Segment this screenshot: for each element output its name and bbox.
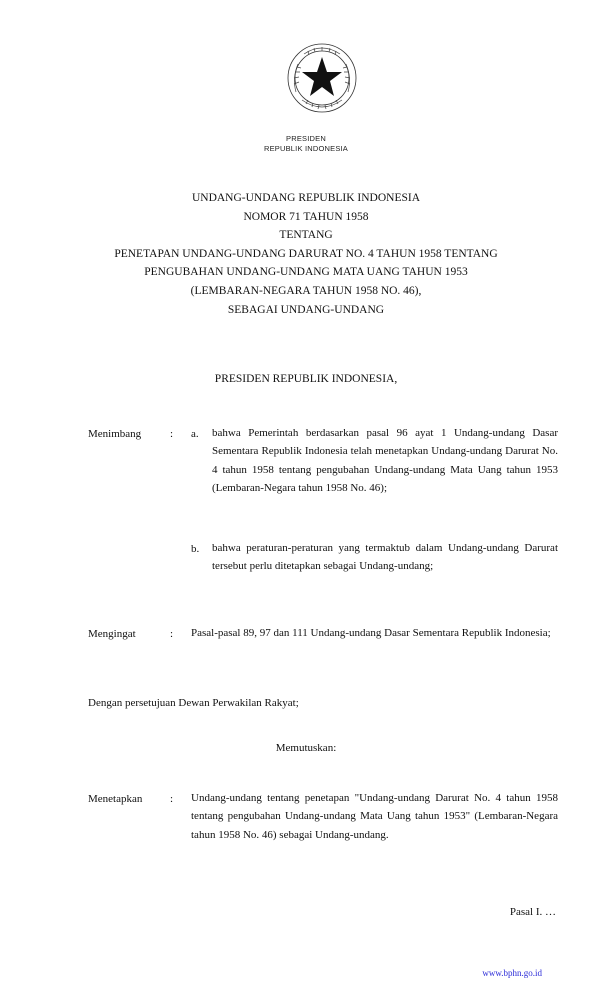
title-line: NOMOR 71 TAHUN 1958 xyxy=(243,210,369,223)
document-title xyxy=(0,189,612,319)
menimbang-item-b-letter: b. xyxy=(191,543,200,555)
next-page-reference: Pasal I. … xyxy=(509,906,556,918)
menimbang-colon: : xyxy=(170,428,174,440)
title-line: SEBAGAI UNDANG-UNDANG xyxy=(227,303,385,316)
menimbang-section xyxy=(88,428,558,608)
menimbang-item-b-text: bahwa peraturan-peraturan yang termaktub dalam Undang-undang Darurat tersebut perlu ditetapkan sebagai Undang-undang; xyxy=(212,542,558,573)
menimbang-item-a-text: bahwa Pemerintah berdasarkan pasal 96 ayat 1 Undang-undang Dasar Sementara Republik Indonesia telah menetapkan Undang-undang Darurat No. 4 tahun 1958 tentang pengubahan Undang-undang Mata Uang tahun 1953 (Lembaran-Negara tahun 1958 No. 46); xyxy=(212,427,558,495)
star-garuda-emblem-icon xyxy=(284,40,360,116)
president-heading: PRESIDEN REPUBLIK INDONESIA, xyxy=(214,373,398,385)
memutuskan-heading: Memutuskan: xyxy=(275,742,337,754)
menetapkan-text: Undang-undang tentang penetapan "Undang-undang Darurat No. 4 tahun 1958 tentang pengubahan Undang-undang Mata Uang tahun 1953" (Lembaran-Negara tahun 1958 No. 46) sebagai Undang-undang. xyxy=(191,792,558,841)
title-line: PENETAPAN UNDANG-UNDANG DARURAT NO. 4 TAHUN 1958 TENTANG xyxy=(114,247,498,260)
mengingat-colon: : xyxy=(170,628,174,640)
menimbang-label: Menimbang xyxy=(88,428,142,440)
title-line: PENGUBAHAN UNDANG-UNDANG MATA UANG TAHUN 1953 xyxy=(144,266,468,279)
menetapkan-section xyxy=(88,793,558,873)
persetujuan-paragraph: Dengan persetujuan Dewan Perwakilan Rakyat; xyxy=(88,697,299,709)
menimbang-item-a-letter: a. xyxy=(191,428,199,440)
mengingat-text: Pasal-pasal 89, 97 dan 111 Undang-undang Dasar Sementara Republik Indonesia; xyxy=(191,627,551,639)
mengingat-label: Mengingat xyxy=(88,628,136,640)
title-line: (LEMBARAN-NEGARA TAHUN 1958 NO. 46), xyxy=(190,284,422,297)
title-line: UNDANG-UNDANG REPUBLIK INDONESIA xyxy=(191,192,421,204)
emblem-caption-presiden: PRESIDEN xyxy=(286,134,326,143)
mengingat-section xyxy=(88,628,558,668)
menetapkan-label: Menetapkan xyxy=(88,793,143,805)
title-line: TENTANG xyxy=(279,229,333,242)
emblem-caption-republik: REPUBLIK INDONESIA xyxy=(263,144,349,153)
menetapkan-colon: : xyxy=(170,793,174,805)
footer-website: www.bphn.go.id xyxy=(482,968,542,978)
